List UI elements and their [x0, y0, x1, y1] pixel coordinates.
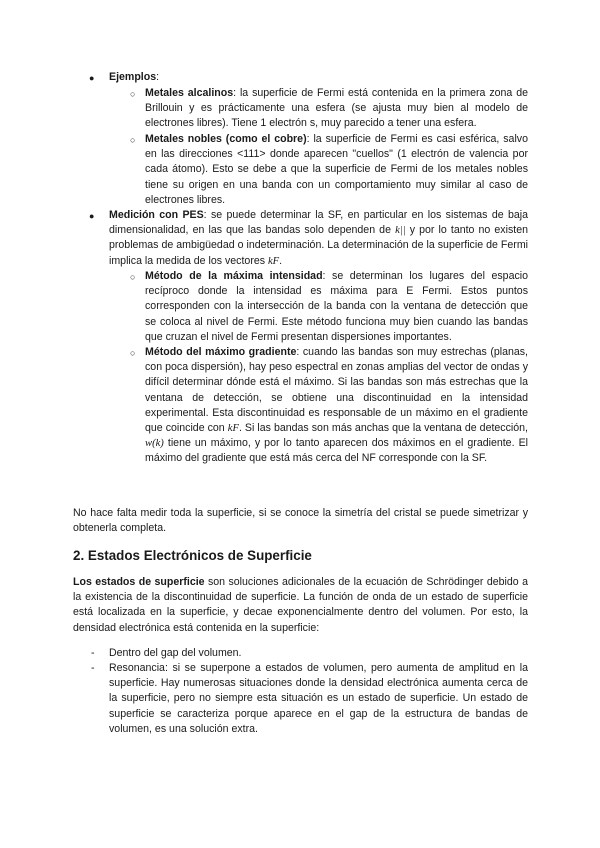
estados-superficie-intro: Los estados de superficie son soluciones adicionales de la ecuación de Schrödinger debido a la existencia de la discontinuidad de superficie. La función de onda de un estado de superficie está localizada en la superficie, y decae exponencialmente dentro del volumen. Por esto, la densidad electrónica está contenida en la superficie:: [73, 576, 528, 634]
ejemplos-heading: Ejemplos:: [109, 71, 160, 83]
dash-item-resonancia: Resonancia: si se superpone a estados de volumen, pero aumenta de amplitud en la superficie. Hay numerosas situaciones donde la densidad electrónica aumenta cerca de la superficie, pero no siempre esta situación es un estado de superficie. Un estado de superficie se caracteriza porque aparece en el gap de la estructura de bandas de volumen, es una solución extra.: [109, 662, 528, 735]
section-heading: 2. Estados Electrónicos de Superficie: [73, 548, 312, 563]
list-item-metales-nobles: Metales nobles (como el cobre): la superficie de Fermi es casi esférica, salvo en las direcciones <111> donde aparecen "cuellos" (1 electrón de valencia por cada átomo). Esto se debe a que la superficie de Fermi de los metales nobles tiene su origen en una banda con un comportamiento muy similar al caso de electrones libres.: [145, 133, 528, 206]
medicion-pes-paragraph: Medición con PES: se puede determinar la SF, en particular en los sistemas de baja dimensionalidad, en las que las bandas solo dependen de k|| y por lo tanto no existen problemas de ambigüedad o indeterminación. La determinación de la superficie de Fermi implica la medida de los vectores kF.: [109, 209, 528, 267]
circle-bullet-icon: ○: [130, 348, 136, 358]
bullet-icon: ●: [89, 211, 95, 221]
bullet-icon: ●: [89, 73, 95, 83]
dash-item-gap: Dentro del gap del volumen.: [109, 647, 242, 659]
circle-bullet-icon: ○: [130, 272, 136, 282]
circle-bullet-icon: ○: [130, 135, 136, 145]
simetria-paragraph: No hace falta medir toda la superficie, si se conoce la simetría del cristal se puede simetrizar y obtenerla completa.: [73, 507, 528, 535]
dash-bullet: -: [91, 647, 95, 659]
list-item-metales-alcalinos: Metales alcalinos: la superficie de Fermi está contenida en la primera zona de Brillouin y es prácticamente una esfera (se ajusta muy bien al modelo de electrones libres). Tiene 1 electrón s, muy parecido a tener una esfera.: [145, 87, 528, 130]
dash-bullet: -: [91, 662, 95, 674]
list-item-maxima-intensidad: Método de la máxima intensidad: se determinan los lugares del espacio recíproco donde la intensidad es máxima para E Fermi. Estos puntos corresponden con la intersección de la banda con la ventana de detección que se coloca al nivel de Fermi. Este método funciona muy bien cuando las bandas que cruzan el nivel de Fermi presentan dispersiones importantes.: [145, 270, 528, 343]
circle-bullet-icon: ○: [130, 89, 136, 99]
list-item-maximo-gradiente: Método del máximo gradiente: cuando las bandas son muy estrechas (planas, con poca dispersión), hay peso espectral en zonas amplias del vector de ondas y difícil determinar dónde está el máximo. Si las bandas son más estrechas que la ventana de detección, se obtiene una discontinuidad en la intensidad experimental. Esta discontinuidad es responsable de un máximo en el gradiente que coincide con kF. Si las bandas son más anchas que la ventana de detección, w(k) tiene un máximo, y por lo tanto aparecen dos máximos en el gradiente. El máximo del gradiente que está más cerca del NF corresponde con la SF.: [145, 346, 529, 465]
